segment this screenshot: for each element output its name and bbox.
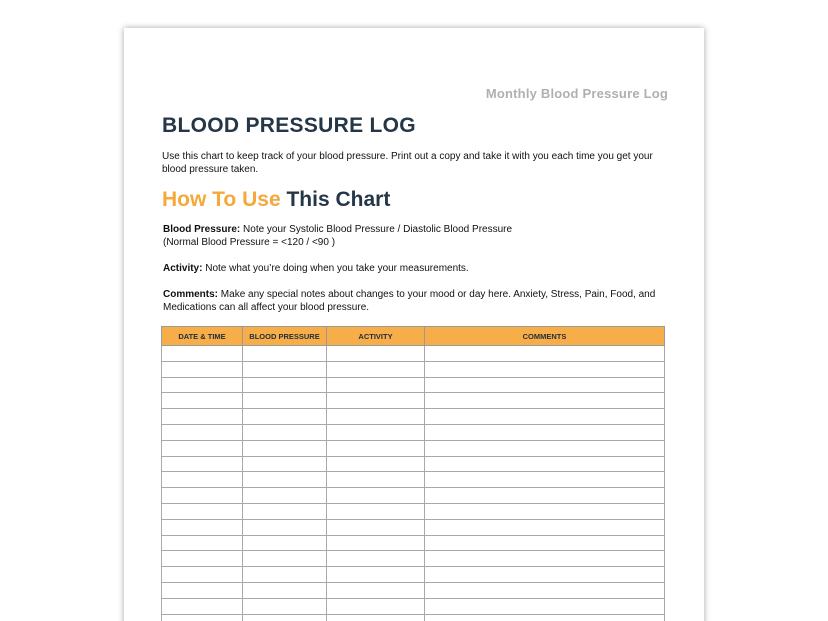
table-cell: [425, 361, 665, 377]
table-row: [162, 472, 665, 488]
section-heading: [162, 186, 390, 214]
table-row: [162, 361, 665, 377]
table-cell: [162, 598, 243, 614]
table-cell: [243, 582, 327, 598]
table-cell: [243, 409, 327, 425]
table-cell: [243, 377, 327, 393]
table-cell: [162, 503, 243, 519]
table-cell: [162, 519, 243, 535]
bp-label: Blood Pressure:: [163, 224, 241, 235]
table-cell: [327, 535, 425, 551]
table-cell: [243, 551, 327, 567]
table-cell: [162, 472, 243, 488]
table-cell: [243, 535, 327, 551]
table-cell: [243, 503, 327, 519]
table-row: [162, 409, 665, 425]
bp-note: [163, 223, 663, 249]
document-page: [124, 28, 704, 621]
comments-label: Comments:: [163, 289, 219, 300]
table-row: [162, 582, 665, 598]
table-cell: [162, 567, 243, 583]
header-comments: COMMENTS: [425, 327, 665, 346]
table-cell: [162, 409, 243, 425]
table-cell: [425, 424, 665, 440]
table-cell: [327, 614, 425, 621]
table-cell: [425, 582, 665, 598]
table-cell: [243, 472, 327, 488]
section-heading-rest: This Chart: [286, 188, 391, 211]
table-cell: [243, 361, 327, 377]
table-cell: [162, 551, 243, 567]
table-cell: [327, 361, 425, 377]
table-cell: [425, 598, 665, 614]
table-cell: [327, 519, 425, 535]
table-cell: [162, 361, 243, 377]
table-cell: [327, 393, 425, 409]
table-cell: [243, 598, 327, 614]
table-body: [162, 346, 665, 621]
table-row: [162, 598, 665, 614]
table-row: [162, 424, 665, 440]
table-cell: [243, 440, 327, 456]
table-cell: [162, 377, 243, 393]
activity-label: Activity:: [163, 263, 203, 274]
table-cell: [327, 488, 425, 504]
table-row: [162, 503, 665, 519]
table-cell: [243, 424, 327, 440]
table-cell: [162, 535, 243, 551]
table-cell: [425, 440, 665, 456]
table-cell: [425, 551, 665, 567]
instructions: [163, 223, 663, 327]
table-cell: [243, 567, 327, 583]
table-cell: [243, 614, 327, 621]
table-cell: [327, 567, 425, 583]
table-row: [162, 535, 665, 551]
table-cell: [327, 472, 425, 488]
table-cell: [162, 424, 243, 440]
table-row: [162, 551, 665, 567]
table-cell: [162, 582, 243, 598]
table-row: [162, 346, 665, 362]
table-cell: [243, 456, 327, 472]
table-cell: [162, 393, 243, 409]
table-cell: [327, 424, 425, 440]
bp-normal: (Normal Blood Pressure = <120 / <90 ): [163, 237, 336, 248]
table-cell: [327, 582, 425, 598]
bp-text: Note your Systolic Blood Pressure / Diastolic Blood Pressure: [243, 224, 513, 235]
table-cell: [327, 456, 425, 472]
header-date-time: DATE & TIME: [162, 327, 243, 346]
table-cell: [162, 488, 243, 504]
table-cell: [425, 346, 665, 362]
table-cell: [425, 377, 665, 393]
table-cell: [327, 440, 425, 456]
table-row: [162, 488, 665, 504]
table-cell: [162, 440, 243, 456]
activity-text: Note what you’re doing when you take your measurements.: [205, 263, 469, 274]
table-cell: [425, 393, 665, 409]
comments-note: [163, 288, 663, 314]
table-row: [162, 377, 665, 393]
table-cell: [243, 346, 327, 362]
comments-text: Make any special notes about changes to your mood or day here. Anxiety, Stress, Pain, Food, and Medications can all affect your blood pressure.: [163, 289, 656, 313]
table-cell: [327, 503, 425, 519]
table-cell: [425, 567, 665, 583]
table-row: [162, 393, 665, 409]
table-cell: [425, 456, 665, 472]
table-cell: [327, 409, 425, 425]
table-cell: [425, 409, 665, 425]
table-cell: [162, 456, 243, 472]
table-cell: [327, 377, 425, 393]
intro-text: Use this chart to keep track of your blood pressure. Print out a copy and take it with you each time you get your blood pressure taken.: [162, 151, 653, 175]
table-cell: [243, 519, 327, 535]
activity-note: [163, 262, 663, 275]
header-blood-pressure: BLOOD PRESSURE: [243, 327, 327, 346]
table-row: [162, 519, 665, 535]
table-cell: [243, 488, 327, 504]
table-row: [162, 456, 665, 472]
table-cell: [425, 503, 665, 519]
table-cell: [162, 346, 243, 362]
table-cell: [243, 393, 327, 409]
page-header: Monthly Blood Pressure Log: [485, 86, 668, 101]
table-cell: [425, 472, 665, 488]
table-row: [162, 614, 665, 621]
table-cell: [425, 614, 665, 621]
table-row: [162, 440, 665, 456]
table-cell: [162, 614, 243, 621]
section-heading-accent: How To Use: [162, 188, 281, 211]
table-cell: [425, 519, 665, 535]
table-header-row: [162, 327, 665, 346]
table-cell: [425, 535, 665, 551]
header-activity: ACTIVITY: [327, 327, 425, 346]
table-cell: [327, 598, 425, 614]
table-cell: [425, 488, 665, 504]
table-cell: [327, 551, 425, 567]
log-table: [161, 326, 665, 621]
page-title: BLOOD PRESSURE LOG: [162, 114, 416, 137]
table-row: [162, 567, 665, 583]
table-cell: [327, 346, 425, 362]
